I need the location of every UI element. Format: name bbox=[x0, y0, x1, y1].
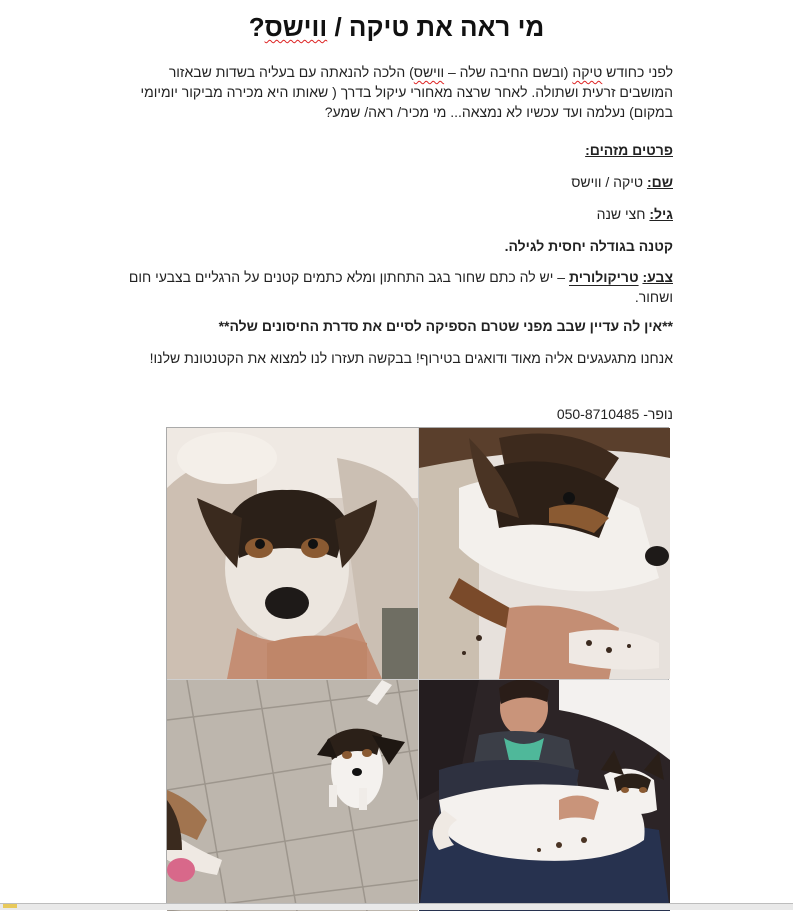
age-value: חצי שנה bbox=[596, 206, 650, 222]
intro-text-a: לפני כחודש bbox=[602, 64, 673, 80]
contact-line: נופר- 050-8710485 bbox=[556, 406, 673, 422]
color-value-word: טריקולורית bbox=[568, 269, 639, 285]
puppy-on-lap-photo bbox=[419, 680, 670, 911]
details-heading: פרטים מזהים: bbox=[585, 142, 673, 158]
intro-paragraph bbox=[123, 62, 673, 122]
puppy-profile-photo bbox=[419, 428, 670, 679]
color-label: צבע: bbox=[642, 269, 673, 285]
intro-dog-name: טיקה bbox=[572, 64, 603, 80]
color-line bbox=[123, 267, 673, 307]
page-title bbox=[0, 12, 793, 43]
title-question-mark: ? bbox=[248, 12, 265, 42]
intro-text-b: (ובשם החיבה שלה – bbox=[444, 64, 573, 80]
puppy-on-tiles-photo bbox=[167, 680, 418, 911]
name-value: טיקה / ווישס bbox=[571, 174, 647, 190]
puppy-on-lap-image bbox=[419, 680, 670, 911]
age-line bbox=[123, 204, 673, 224]
photo-collage bbox=[166, 427, 669, 909]
intro-text-c: ) הלכה להנאתה עם בעליה בשדות שבאזור המושבים זרעית ושתולה. לאחר שרצה מאחורי עיקול בדרך ( שאותו היא מכירה מביקור יומיומי במקום) נעלמה ועד עכשיו לא נמצאה... מי מכיר/ ראה/ שמע? bbox=[140, 64, 673, 120]
chip-note: **אין לה עדיין שבב מפני שטרם הספיקה לסיים את סדרת החיסונים שלה** bbox=[218, 318, 673, 334]
status-indicator-icon bbox=[3, 904, 17, 908]
puppy-on-tiles-image bbox=[167, 680, 418, 911]
age-label: גיל: bbox=[649, 206, 673, 222]
puppy-held-photo bbox=[167, 428, 418, 679]
title-dog-name: ווישס bbox=[264, 12, 328, 42]
size-line: קטנה בגודלה יחסית לגילה. bbox=[504, 238, 673, 254]
title-text: מי ראה את טיקה / bbox=[327, 12, 545, 42]
color-value-rest: – יש לה כתם שחור בגב התחתון ומלא כתמים קטנים על הרגליים בצבעי חום ושחור. bbox=[128, 269, 673, 305]
puppy-profile-image bbox=[419, 428, 670, 679]
name-label: שם: bbox=[646, 174, 673, 190]
name-line bbox=[123, 172, 673, 192]
puppy-held-image bbox=[167, 428, 418, 679]
plea-paragraph: אנחנו מתגעגעים אליה מאוד ודואגים בטירוף! בבקשה תעזרו לנו למצוא את הקטנטונת שלנו! bbox=[149, 350, 673, 366]
intro-dog-nickname: ווישס bbox=[413, 64, 445, 80]
